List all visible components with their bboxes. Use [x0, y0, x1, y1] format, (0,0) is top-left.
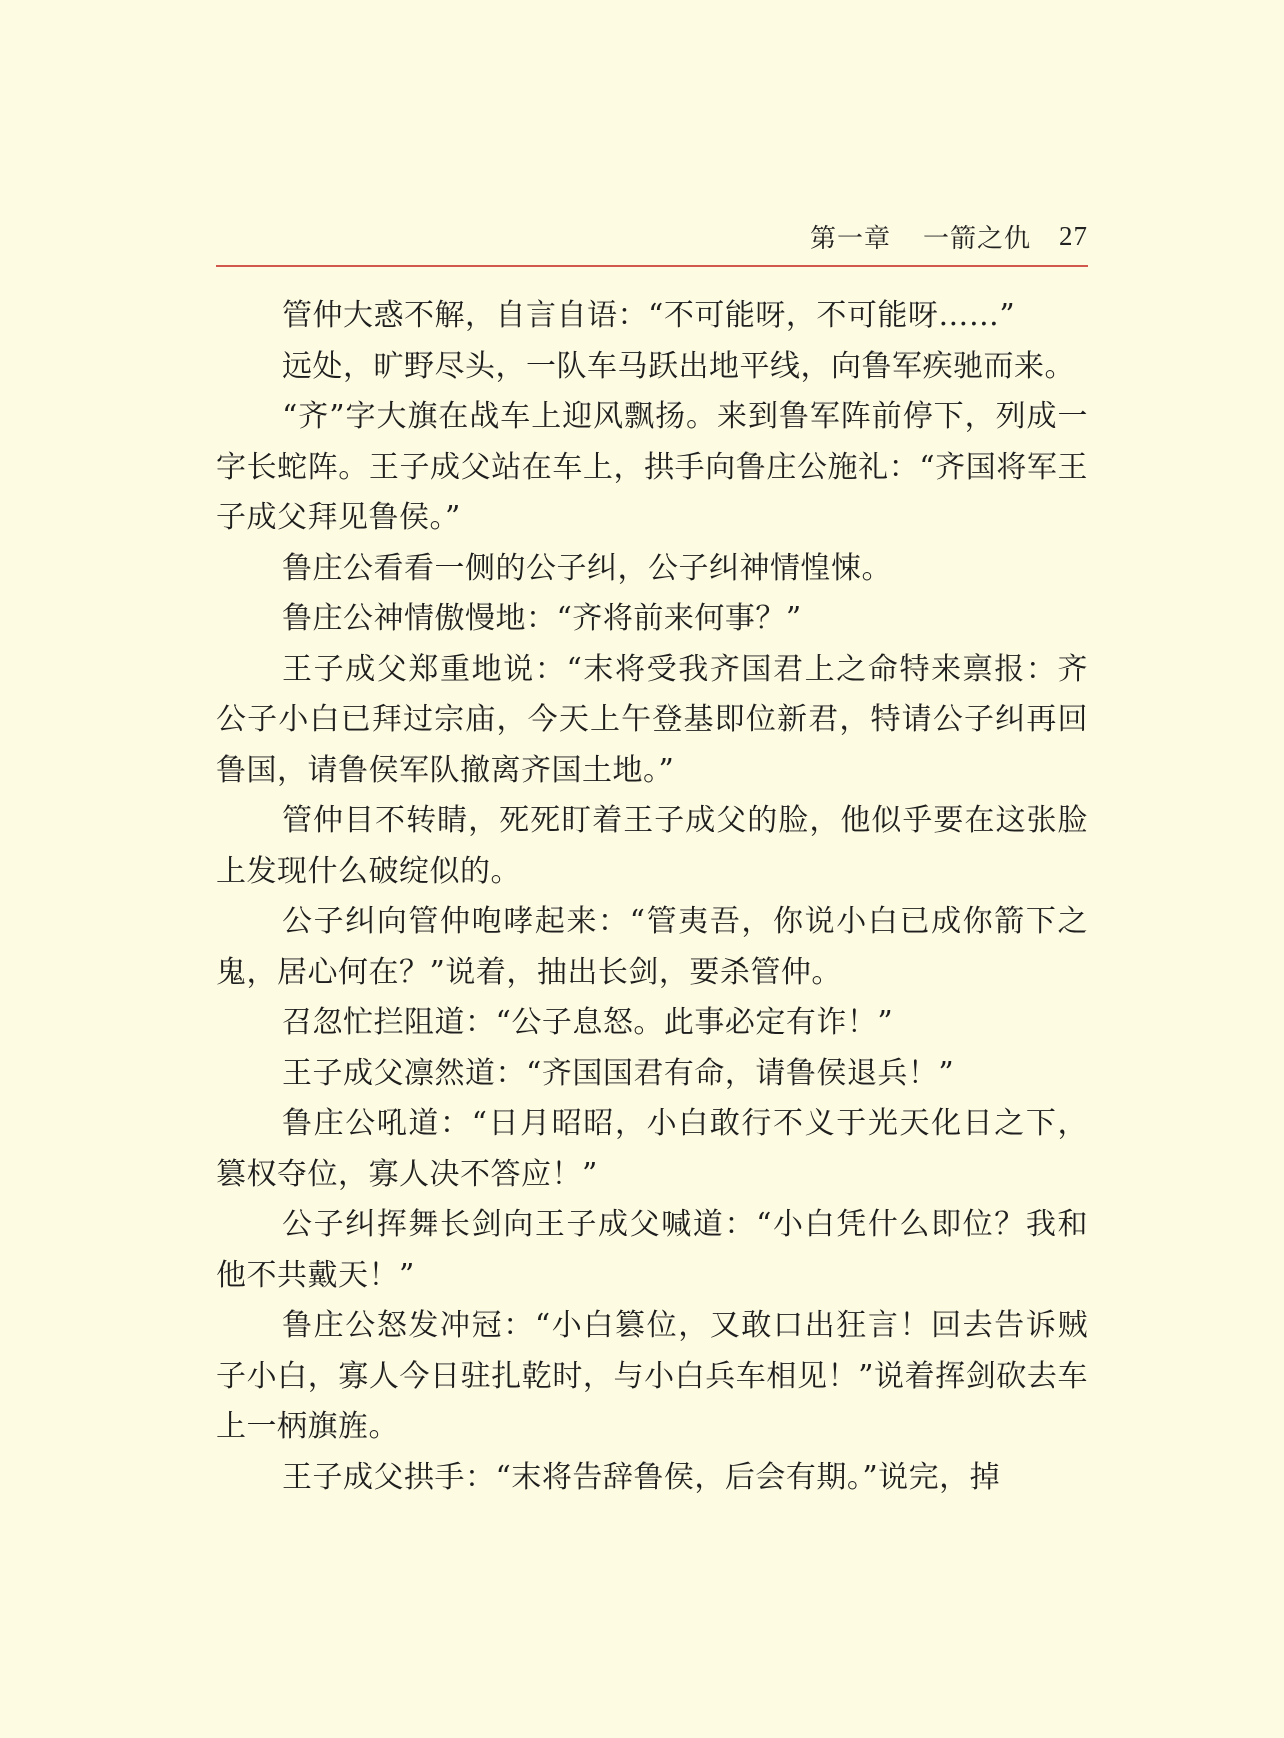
chapter-title: 一箭之仇 — [922, 223, 1031, 254]
paragraph: 管仲目不转睛，死死盯着王子成父的脸，他似乎要在这张脸上发现什么破绽似的。 — [216, 803, 1088, 889]
paragraph: 鲁庄公看看一侧的公子纠，公子纠神情惶悚。 — [282, 550, 892, 586]
paragraph: 公子纠向管仲咆哮起来：“管夷吾，你说小白已成你箭下之鬼，居心何在？”说着，抽出长剑，要杀管仲。 — [216, 904, 1088, 990]
paragraph: 远处，旷野尽头，一队车马跃出地平线，向鲁军疾驰而来。 — [282, 348, 1075, 384]
paragraph: 公子纠挥舞长剑向王子成父喊道：“小白凭什么即位？我和他不共戴天！” — [216, 1207, 1088, 1293]
paragraph: “齐”字大旗在战车上迎风飘扬。来到鲁军阵前停下，列成一字长蛇阵。王子成父站在车上，拱手向鲁庄公施礼：“齐国将军王子成父拜见鲁侯。” — [216, 399, 1088, 535]
paragraph: 王子成父凛然道：“齐国国君有命，请鲁侯退兵！” — [282, 1055, 955, 1091]
paragraph: 召忽忙拦阻道：“公子息怒。此事必定有诈！” — [282, 1005, 894, 1040]
paragraph: 鲁庄公怒发冲冠：“小白篡位，又敢口出狂言！回去告诉贼子小白，寡人今日驻扎乾时，与小白兵车相见！”说着挥剑砍去车上一柄旗旌。 — [216, 1308, 1088, 1444]
chapter-number: 第一章 — [809, 223, 891, 254]
paragraph: 鲁庄公神情傲慢地：“齐将前来何事？” — [282, 601, 802, 636]
paragraph: 鲁庄公吼道：“日月昭昭，小白敢行不义于光天化日之下，篡权夺位，寡人决不答应！” — [216, 1106, 1088, 1192]
paragraph: 王子成父郑重地说：“末将受我齐国君上之命特来禀报：齐公子小白已拜过宗庙，今天上午登基即位新君，特请公子纠再回鲁国，请鲁侯军队撤离齐国土地。” — [216, 651, 1088, 788]
page-number: 27 — [1059, 220, 1088, 251]
running-header — [216, 218, 1088, 254]
body-text — [216, 291, 1088, 1503]
paragraph: 王子成父拱手：“末将告辞鲁侯，后会有期。”说完，掉 — [282, 1459, 1001, 1495]
header-divider — [216, 265, 1088, 267]
paragraph: 管仲大惑不解，自言自语：“不可能呀，不可能呀……” — [282, 298, 1016, 333]
